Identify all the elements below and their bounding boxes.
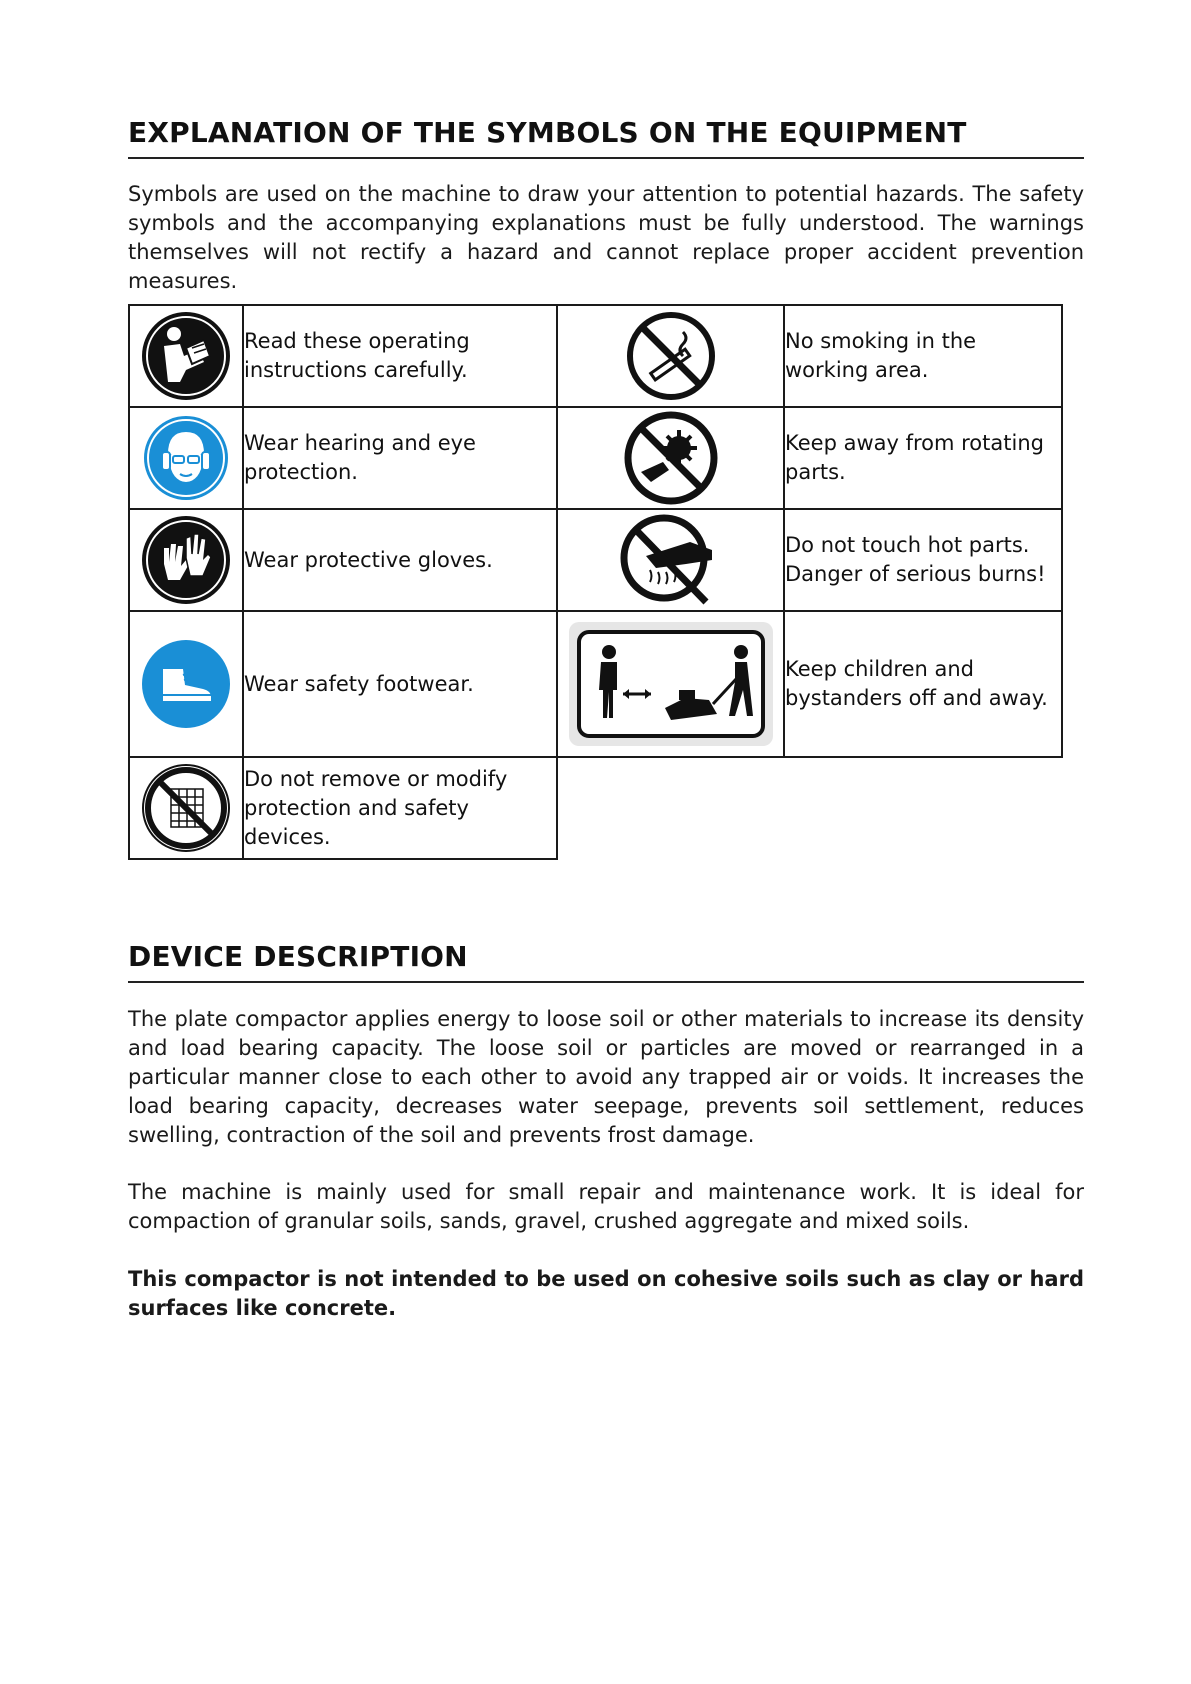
no-smoking-icon <box>625 310 717 402</box>
keep-bystanders-away-icon <box>567 620 775 748</box>
empty-cell <box>557 757 784 859</box>
device-usage-paragraph: The machine is mainly used for small repair and maintenance work. It is ideal for compaction of granular soils, sands, gravel, crushed aggregate and mixed soils. <box>128 1180 1084 1233</box>
symbol-description: Do not touch hot parts. Danger of serious burns! <box>784 509 1062 611</box>
table-row <box>129 509 1062 611</box>
symbol-description: Wear hearing and eye protection. <box>243 407 557 509</box>
rotating-parts-icon <box>623 410 719 506</box>
symbol-description: No smoking in the working area. <box>784 305 1062 407</box>
no-remove-guards-icon <box>141 763 231 853</box>
symbol-cell <box>557 611 784 757</box>
symbol-cell <box>129 305 243 407</box>
symbol-description: Keep children and bystanders off and away. <box>784 611 1062 757</box>
table-row <box>129 305 1062 407</box>
symbol-description: Do not remove or modify protection and safety devices. <box>243 757 557 859</box>
gloves-icon <box>140 514 232 606</box>
safety-footwear-icon <box>141 639 231 729</box>
empty-cell <box>784 757 1062 859</box>
section-title-device: DEVICE DESCRIPTION <box>128 940 1084 983</box>
table-row <box>129 757 1062 859</box>
device-description-paragraph: The plate compactor applies energy to loose soil or other materials to increase its density and load bearing capacity. The loose soil or particles are moved or rearranged in a particular manner close to each other to avoid any trapped air or voids. It increases the load bearing capacity, decreases water seepage, prevents soil settlement, reduces swelling, contraction of the soil and prevents frost damage. <box>128 1007 1084 1147</box>
symbol-description: Read these operating instructions carefully. <box>243 305 557 407</box>
hearing-eye-protection-icon <box>142 414 230 502</box>
read-manual-icon <box>140 310 232 402</box>
table-row <box>129 611 1062 757</box>
symbols-table <box>128 304 1063 860</box>
symbol-description: Wear safety footwear. <box>243 611 557 757</box>
symbol-description: Wear protective gloves. <box>243 509 557 611</box>
table-row <box>129 407 1062 509</box>
symbol-cell <box>129 611 243 757</box>
symbol-cell <box>129 407 243 509</box>
symbol-cell <box>557 509 784 611</box>
symbol-cell <box>129 509 243 611</box>
symbol-description: Keep away from rotating parts. <box>784 407 1062 509</box>
symbol-cell <box>557 407 784 509</box>
symbols-intro-paragraph: Symbols are used on the machine to draw your attention to potential hazards. The safety symbols and the accompanying explanations must be fully understood. The warnings themselves will not rectify a hazard and cannot replace proper accident prevention measures. <box>128 182 1084 293</box>
hot-parts-icon <box>616 512 726 608</box>
device-warning-paragraph: This compactor is not intended to be used on cohesive soils such as clay or hard surfaces like concrete. <box>128 1267 1084 1320</box>
symbol-cell <box>129 757 243 859</box>
symbol-cell <box>557 305 784 407</box>
section-title-symbols: EXPLANATION OF THE SYMBOLS ON THE EQUIPMENT <box>128 116 1084 159</box>
